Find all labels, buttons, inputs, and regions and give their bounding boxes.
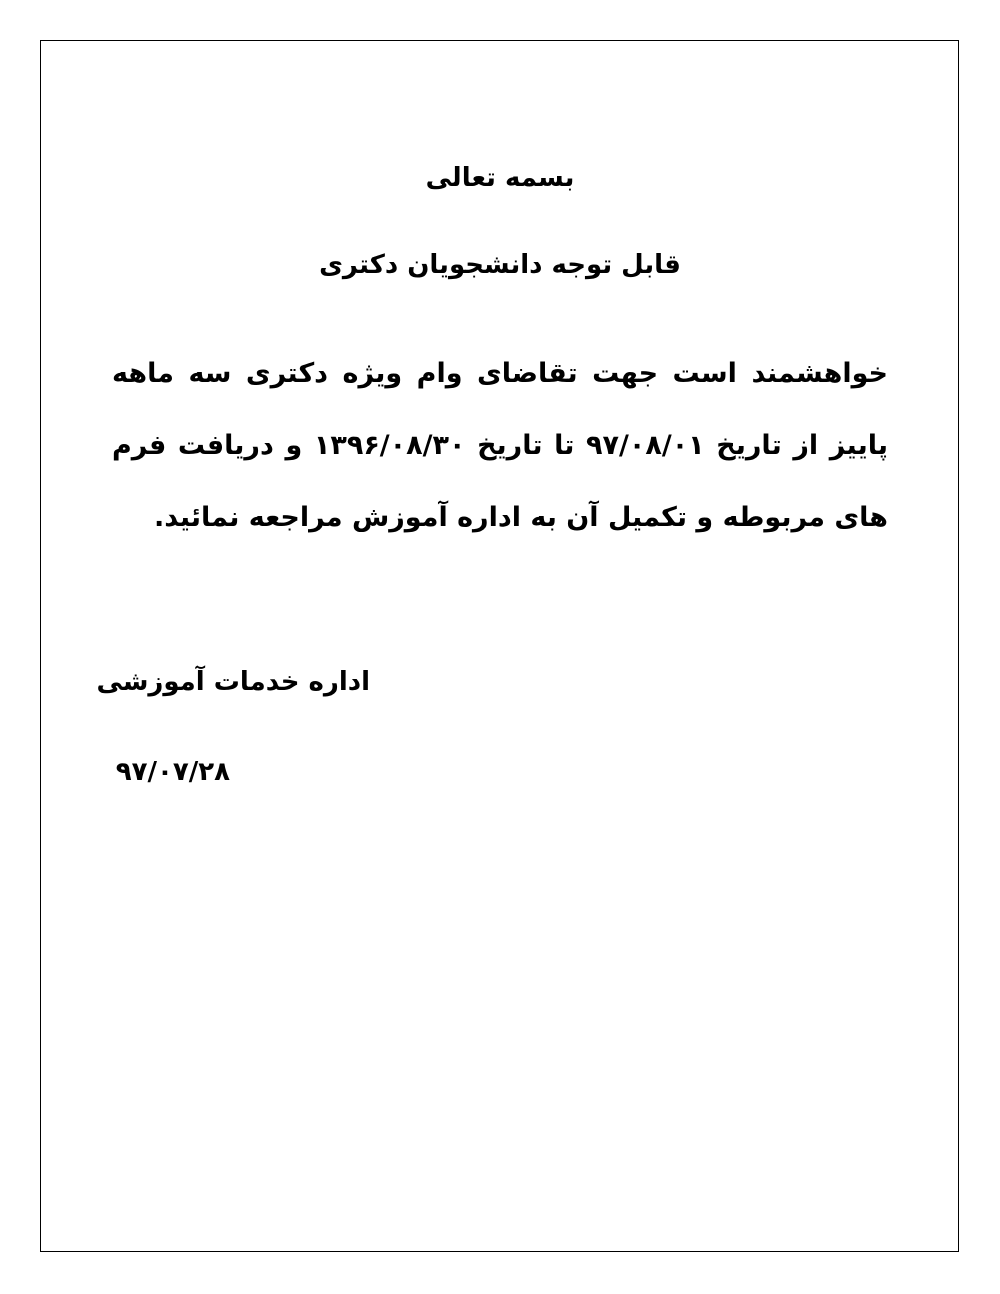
signature-office: اداره خدمات آموزشی [96, 667, 370, 697]
document-body: خواهشمند است جهت تقاضای وام ویژه دکتری سه ماهه پاییز از تاریخ ۹۷/۰۸/۰۱ تا تاریخ ۱۳۹۶/۰۸/۳۰ و دریافت فرم های مربوطه و تکمیل آن به اداره آموزش مراجعه نمائید. [112, 358, 888, 533]
document-date: ۹۷/۰۷/۲۸ [115, 757, 230, 787]
page-border [40, 40, 959, 1252]
document-heading: بسمه تعالی [425, 163, 575, 193]
document-subheading: قابل توجه دانشجویان دکتری [319, 250, 681, 280]
